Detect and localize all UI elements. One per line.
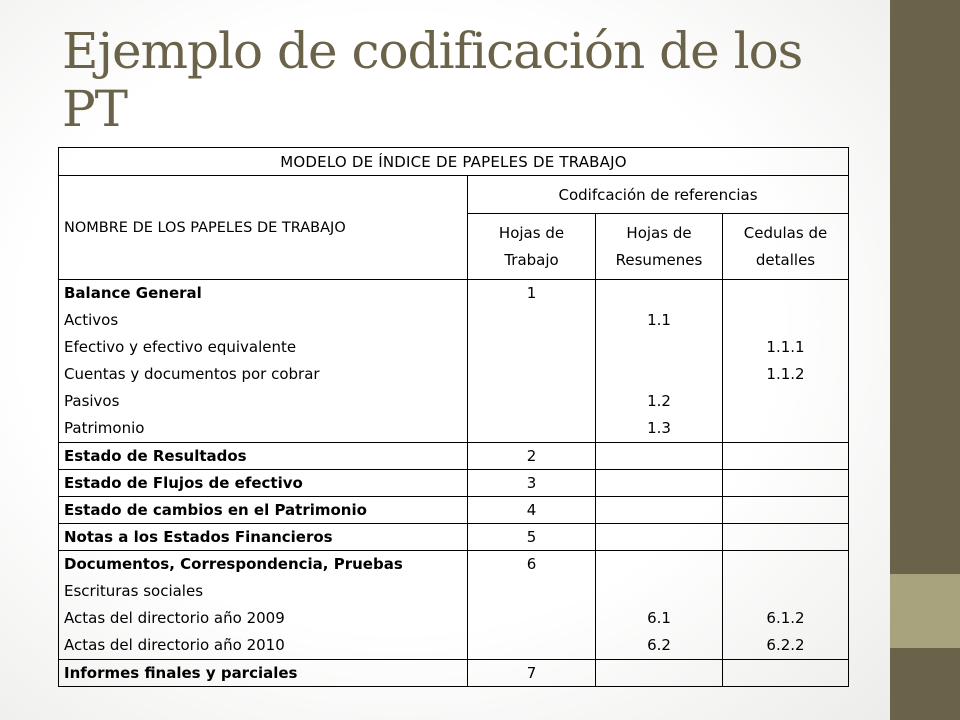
code-value [473,334,590,361]
row-name: Informes finales y parciales [59,660,468,687]
name-cell [59,280,468,443]
row-name: Balance General [64,284,202,302]
table-row-estado-flujos [59,470,849,497]
col-header-cedulas-detalles [723,214,849,280]
row-name: Estado de Resultados [59,443,468,470]
empty-cell [596,524,723,551]
empty-cell [723,497,849,524]
resumen-cell [596,551,723,660]
code-value [473,578,590,605]
empty-cell [596,443,723,470]
reference-group-header: Codifcación de referencias [468,176,849,214]
code-value: 6.1.2 [766,609,805,627]
trabajo-cell [468,280,596,443]
code-value: 5 [468,524,596,551]
code-value: 6.1 [647,609,671,627]
empty-cell [723,524,849,551]
col-header-hojas-trabajo [468,214,596,280]
code-value: 7 [468,660,596,687]
code-value [728,307,843,334]
name-cell [59,551,468,660]
empty-cell [596,470,723,497]
row-name: Escrituras sociales [64,582,204,600]
code-value: 1.1 [647,311,671,329]
row-name: Actas del directorio año 2009 [64,609,285,627]
trabajo-cell [468,551,596,660]
code-value [473,632,590,659]
col-header-line: Resumenes [615,250,703,269]
col-header-line: Cedulas de [743,223,828,242]
code-value [601,578,717,605]
code-value: 1.2 [647,392,671,410]
table-row-balance-general [59,280,849,443]
col-header-line: Hojas de [498,223,565,242]
row-name: Efectivo y efectivo equivalente [64,338,297,356]
table-row-notas [59,524,849,551]
code-value: 3 [468,470,596,497]
slide-title: Ejemplo de codificación de los PT [62,22,803,138]
empty-cell [723,470,849,497]
code-value: 1.3 [647,419,671,437]
code-value [728,388,843,415]
row-name: Estado de cambios en el Patrimonio [59,497,468,524]
code-value: 1 [526,284,537,302]
code-value: 1.1.1 [766,338,805,356]
empty-cell [596,660,723,687]
col-header-line: detalles [755,250,816,269]
table-row-informes [59,660,849,687]
col-header-line: Hojas de [626,223,692,242]
detalle-cell [723,551,849,660]
row-name: Cuentas y documentos por cobrar [64,365,320,383]
code-value [601,361,717,388]
name-column-header: NOMBRE DE LOS PAPELES DE TRABAJO [59,176,468,280]
resumen-cell [596,280,723,443]
row-name: Estado de Flujos de efectivo [59,470,468,497]
row-name: Activos [64,311,119,329]
row-name: Patrimonio [64,419,145,437]
code-value: 4 [468,497,596,524]
code-value [728,551,843,578]
code-value [473,415,590,442]
code-value [728,578,843,605]
code-value [728,415,843,442]
empty-cell [596,497,723,524]
code-value [601,280,717,307]
col-header-hojas-resumenes [596,214,723,280]
code-value [601,551,717,578]
detalle-cell [723,280,849,443]
empty-cell [723,443,849,470]
code-value: 6.2.2 [766,636,805,654]
index-table [58,147,849,687]
side-accent [890,574,960,648]
code-value: 1.1.2 [766,365,805,383]
code-value [473,307,590,334]
code-value: 6 [526,555,537,573]
code-value [601,334,717,361]
code-value: 6.2 [647,636,671,654]
code-value [473,605,590,632]
table-row-estado-cambios [59,497,849,524]
code-value [473,361,590,388]
table-row-documentos [59,551,849,660]
row-name: Notas a los Estados Financieros [59,524,468,551]
row-name: Actas del directorio año 2010 [64,636,285,654]
empty-cell [723,660,849,687]
code-value [728,280,843,307]
code-value [473,388,590,415]
col-header-line: Trabajo [504,250,559,269]
table-title: MODELO DE ÍNDICE DE PAPELES DE TRABAJO [59,148,849,176]
row-name: Documentos, Correspondencia, Pruebas [64,555,403,573]
code-value: 2 [468,443,596,470]
table-row-estado-resultados [59,443,849,470]
row-name: Pasivos [64,392,120,410]
